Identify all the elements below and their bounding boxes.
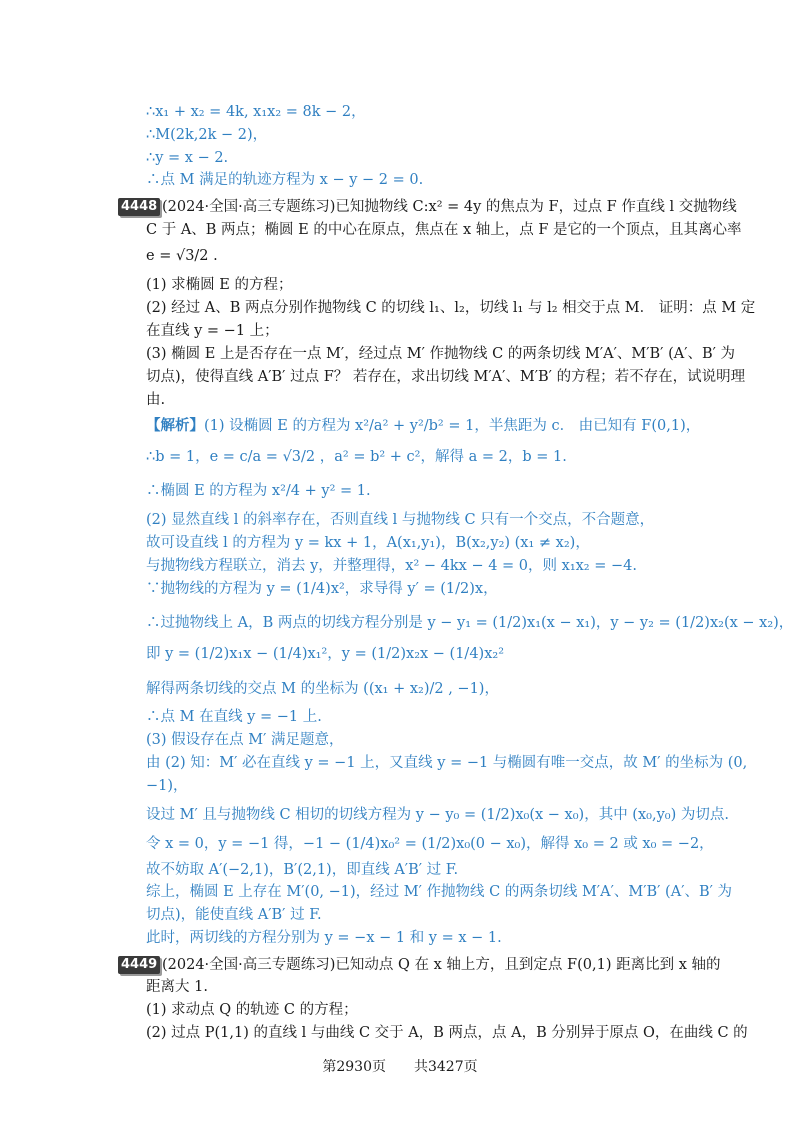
- solution-line-1: [146, 416, 700, 436]
- prev-line-1: ∴x₁ + x₂ = 4k, x₁x₂ = 8k − 2，: [146, 104, 366, 120]
- solution-line-8: ∴过抛物线上 A，B 两点的切线方程分别是 y − y₁ = (1/2)x₁(x − x₁)，y − y₂ = (1/2)x₂(x − x₂)，: [146, 615, 794, 631]
- q4448-line-2: C 于 A、B 两点；椭圆 E 的中心在原点，焦点在 x 轴上，点 F 是它的一个顶点，且其离心率: [146, 222, 742, 238]
- q4448-line-4: (1) 求椭圆 E 的方程；: [146, 277, 293, 293]
- solution-label: 【解析】: [146, 417, 204, 434]
- q4449-line-3: (1) 求动点 Q 的轨迹 C 的方程；: [146, 1002, 358, 1018]
- question-number-badge-2: 4449: [118, 956, 160, 974]
- solution-line-13: 由 (2) 知：M′ 必在直线 y = −1 上，又直线 y = −1 与椭圆有唯一交点，故 M′ 的坐标为 (0,: [146, 755, 748, 771]
- solution-line-11: ∴点 M 在直线 y = −1 上.: [146, 709, 322, 725]
- solution-line-2: ∴b = 1，e = c/a = √3/2 ，a² = b² + c²，解得 a = 2，b = 1.: [146, 449, 567, 465]
- q4448-line-7: (3) 椭圆 E 上是否存在一点 M′，经过点 M′ 作抛物线 C 的两条切线 M′A′、M′B′ (A′、B′ 为: [146, 346, 736, 362]
- solution-line-10: 解得两条切线的交点 M 的坐标为 ((x₁ + x₂)/2 , −1)，: [146, 681, 499, 697]
- prev-line-3: ∴y = x − 2.: [146, 150, 229, 166]
- solution-line-3: ∴椭圆 E 的方程为 x²/4 + y² = 1.: [146, 483, 371, 499]
- solution-line-6: 与抛物线方程联立，消去 y，并整理得，x² − 4kx − 4 = 0，则 x₁x₂ = −4.: [146, 558, 637, 574]
- q4449-line-4: (2) 过点 P(1,1) 的直线 l 与曲线 C 交于 A，B 两点，点 A，B 分别异于原点 O，在曲线 C 的: [146, 1025, 748, 1041]
- solution-line-12: (3) 假设存在点 M′ 满足题意，: [146, 732, 344, 748]
- solution-line-7: ∵抛物线的方程为 y = (1/4)x²，求导得 y′ = (1/2)x，: [146, 581, 498, 597]
- q4449-line-2: 距离大 1.: [146, 979, 208, 995]
- solution-line-9: 即 y = (1/2)x₁x − (1/4)x₁²，y = (1/2)x₂x − (1/4)x₂²: [146, 646, 505, 662]
- q4448-line-8: 切点)，使得直线 A′B′ 过点 F？ 若存在，求出切线 M′A′、M′B′ 的方程；若不存在，试说明理: [146, 369, 746, 385]
- solution-line-14: −1)，: [146, 778, 188, 794]
- solution-line-17: 故不妨取 A′(−2,1)，B′(2,1)，即直线 A′B′ 过 F.: [146, 862, 459, 878]
- solution-line-19: 切点)，能使直线 A′B′ 过 F.: [146, 907, 322, 923]
- q4449-line-1: (2024·全国·高三专题练习)已知动点 Q 在 x 轴上方，且到定点 F(0,1) 距离比到 x 轴的: [162, 957, 721, 973]
- solution-line-4: (2) 显然直线 l 的斜率存在，否则直线 l 与抛物线 C 只有一个交点，不合题意，: [146, 512, 655, 528]
- q4448-line-9: 由.: [146, 392, 166, 408]
- question-number-badge: 4448: [118, 198, 160, 216]
- q4448-line-6: 在直线 y = −1 上；: [146, 323, 279, 339]
- solution-line-5: 故可设直线 l 的方程为 y = kx + 1，A(x₁,y₁)，B(x₂,y₂) (x₁ ≠ x₂)，: [146, 535, 590, 551]
- q4448-line-3: e = √3/2 .: [146, 248, 218, 264]
- q4448-line-1: (2024·全国·高三专题练习)已知抛物线 C:x² = 4y 的焦点为 F，过点 F 作直线 l 交抛物线: [162, 199, 737, 215]
- prev-line-2: ∴M(2k,2k − 2)，: [146, 127, 268, 143]
- q4448-line-5: (2) 经过 A、B 两点分别作抛物线 C 的切线 l₁、l₂，切线 l₁ 与 l₂ 相交于点 M． 证明：点 M 定: [146, 300, 756, 316]
- solution-text-1: (1) 设椭圆 E 的方程为 x²/a² + y²/b² = 1，半焦距为 c． 由已知有 F(0,1)，: [204, 418, 701, 434]
- solution-line-18: 综上，椭圆 E 上存在 M′(0, −1)，经过 M′ 作抛物线 C 的两条切线 M′A′、M′B′ (A′、B′ 为: [146, 884, 733, 900]
- page-footer: 第2930页 共3427页: [322, 1059, 478, 1075]
- prev-line-4: ∴点 M 满足的轨迹方程为 x − y − 2 = 0.: [146, 172, 424, 188]
- solution-line-15: 设过 M′ 且与抛物线 C 相切的切线方程为 y − y₀ = (1/2)x₀(x − x₀)，其中 (x₀,y₀) 为切点.: [146, 807, 729, 823]
- solution-line-16: 令 x = 0，y = −1 得，−1 − (1/4)x₀² = (1/2)x₀(0 − x₀)，解得 x₀ = 2 或 x₀ = −2，: [146, 836, 714, 852]
- solution-line-20: 此时，两切线的方程分别为 y = −x − 1 和 y = x − 1.: [146, 930, 502, 946]
